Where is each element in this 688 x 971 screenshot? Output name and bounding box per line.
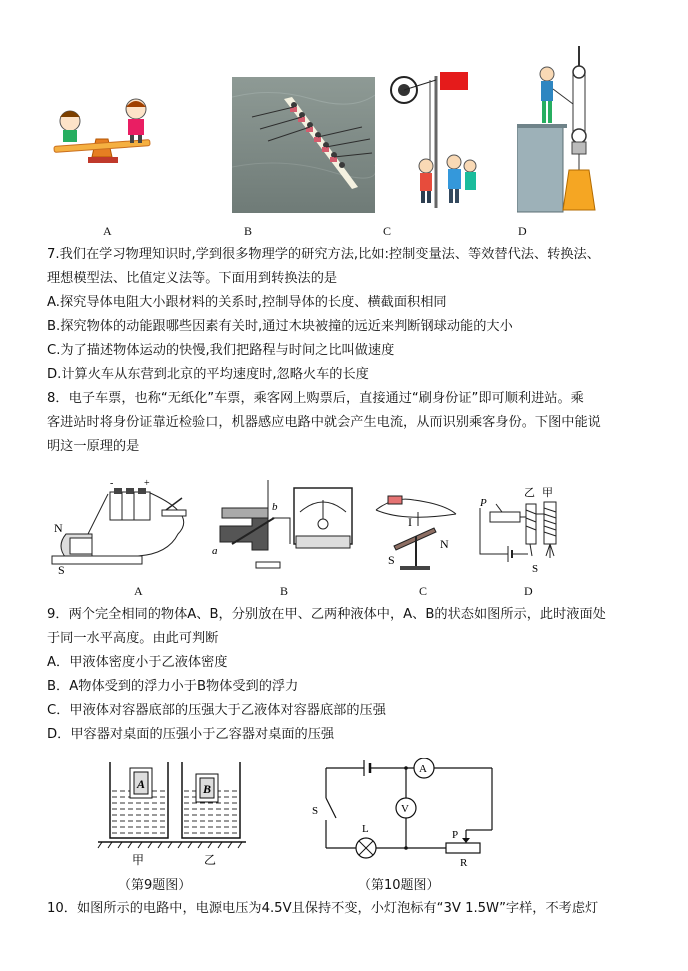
q10-figure-circuit (306, 758, 502, 870)
q7-option-d: D.计算火车从东营到北京的平均速度时,忽略火车的长度 (47, 367, 369, 382)
q8-stem-line-3: 明这一原理的是 (47, 439, 140, 454)
q9-object-b: B (203, 782, 212, 796)
q7-option-c: C.为了描述物体运动的快慢,我们把路程与时间之比叫做速度 (47, 343, 395, 358)
q9-option-b: B．A物体受到的浮力小于B物体受到的浮力 (47, 679, 299, 694)
q8-figure-b-galvanometer (212, 478, 360, 578)
q8-figure-c-oersted (364, 486, 462, 572)
q6-label-d: D (518, 224, 527, 238)
q9-option-a: A．甲液体密度小于乙液体密度 (47, 655, 228, 670)
q9-object-a: A (137, 777, 146, 791)
q8-figure-a-electromagnet (48, 474, 208, 576)
q8-c-i: I (408, 515, 412, 529)
q9-figure-caption: （第9题图） (118, 878, 192, 893)
q8-a-s: S (58, 563, 65, 576)
q9-stem-line-1: 9．两个完全相同的物体A、B，分别放在甲、乙两种液体中，A、B的状态如图所示，此时液面处 (47, 607, 606, 622)
q9-label-jia: 甲 (132, 853, 145, 867)
q10-ammeter-label: A (419, 763, 427, 775)
q8-d-s: S (532, 563, 539, 575)
q8-b-b: b (272, 501, 278, 513)
q8-label-a: A (134, 584, 143, 598)
q8-d-jia: 甲 (542, 487, 553, 499)
q8-b-a: a (212, 545, 218, 557)
q8-c-s: S (388, 553, 395, 567)
q8-stem-line-2: 客进站时将身份证靠近检验口，机器感应电路中就会产生电流，从而识别乘客身份。下图中能说 (47, 415, 601, 430)
q9-stem-line-2: 于同一水平高度。由此可判断 (47, 631, 219, 646)
q8-d-p: P (480, 497, 487, 509)
q10-slider-label: P (452, 829, 459, 841)
q7-stem-line-2: 理想模型法、比值定义法等。下面用到转换法的是 (47, 271, 338, 286)
q6-figure-a-seesaw (48, 95, 156, 175)
q10-voltmeter-label: V (401, 803, 409, 815)
q6-label-c: C (383, 224, 392, 238)
q8-stem-line-1: 8．电子车票，也称“无纸化”车票，乘客网上购票后，直接通过“刷身份证”即可顺利进站。乘 (47, 391, 584, 406)
q6-label-a: A (103, 224, 112, 238)
q9-label-yi: 乙 (204, 853, 217, 867)
q10-rheostat-label: R (460, 857, 468, 869)
q6-figure-b-rowing-photo (232, 77, 375, 213)
q8-label-b: B (280, 584, 289, 598)
q8-label-d: D (524, 584, 533, 598)
q6-label-b: B (244, 224, 253, 238)
q10-stem-line-1: 10．如图所示的电路中，电源电压为4.5V且保持不变，小灯泡标有“3V 1.5W”字样，不考虑灯 (47, 901, 599, 916)
q9-option-c: C．甲液体对容器底部的压强大于乙液体对容器底部的压强 (47, 703, 386, 718)
q7-option-a: A.探究导体电阻大小跟材料的关系时,控制导体的长度、横截面积相同 (47, 295, 447, 310)
q8-d-yi: 乙 (524, 487, 535, 499)
q8-figure-d-electromagnets (472, 484, 576, 576)
q7-option-b: B.探究物体的动能跟哪些因素有关时,通过木块被撞的远近来判断钢球动能的大小 (47, 319, 513, 334)
q8-a-minus: - (110, 478, 114, 489)
q7-stem-line-1: 7.我们在学习物理知识时,学到很多物理学的研究方法,比如:控制变量法、等效替代法、转换法、 (47, 247, 600, 262)
q6-figure-d-pulley-building (517, 44, 597, 214)
q9-figure-containers (96, 758, 246, 870)
q6-figure-c-flagpole-pulley (390, 68, 482, 213)
q9-option-d: D．甲容器对桌面的压强小于乙容器对桌面的压强 (47, 727, 335, 742)
q10-figure-caption: （第10题图） (358, 878, 440, 893)
q8-a-n: N (54, 521, 63, 535)
q8-label-c: C (419, 584, 428, 598)
q10-switch-label: S (312, 805, 319, 817)
q10-lamp-label: L (362, 823, 369, 835)
q8-c-n: N (440, 537, 449, 551)
q8-a-plus: + (144, 478, 150, 489)
